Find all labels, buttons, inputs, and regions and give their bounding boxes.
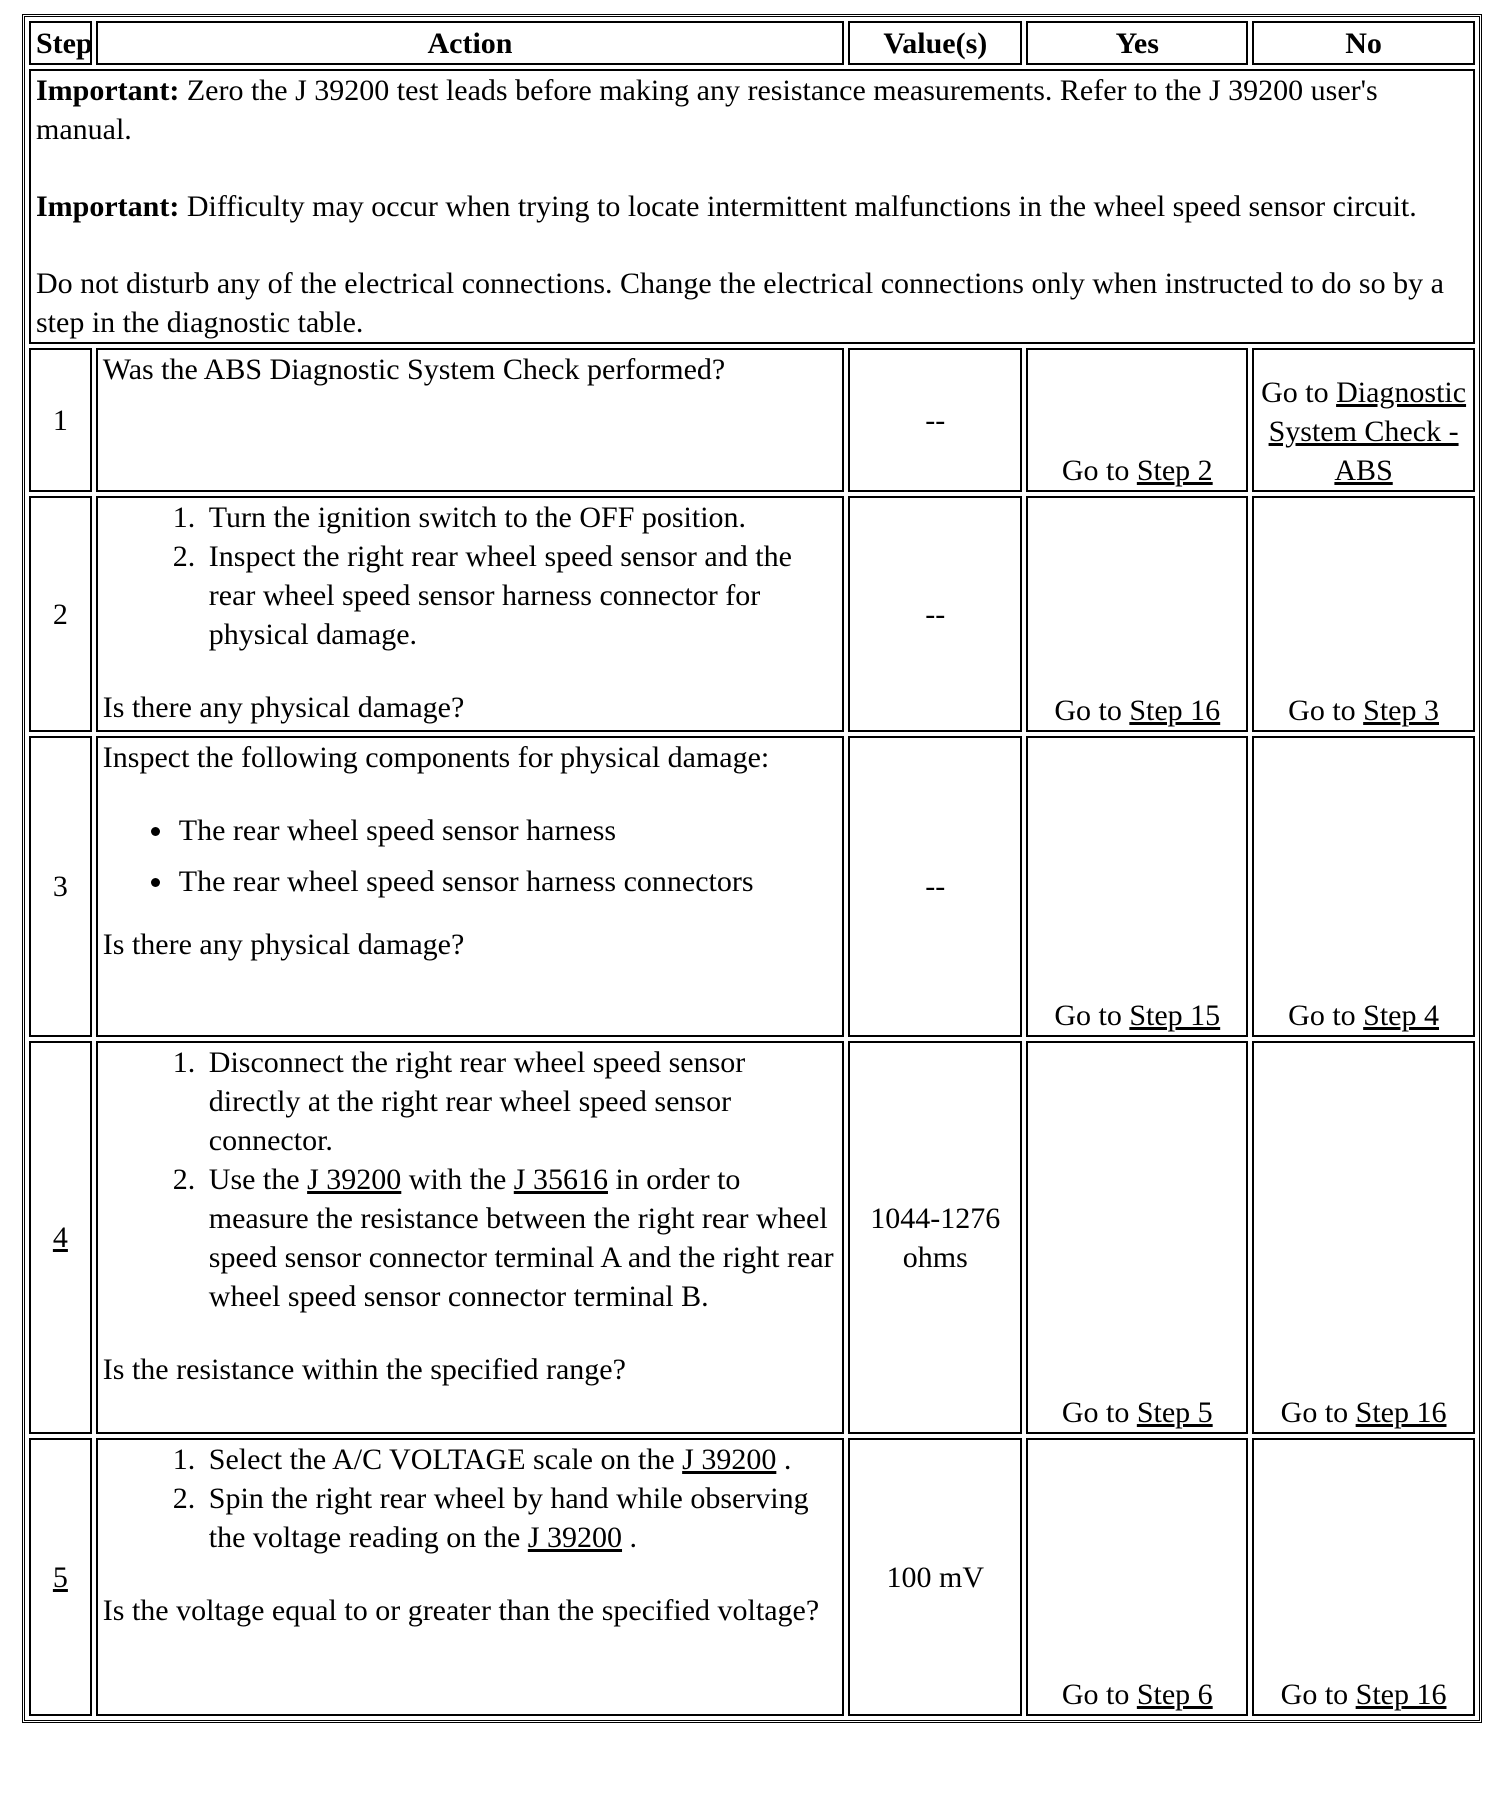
instruction-list [103,498,837,654]
step-number [29,1041,92,1434]
instruction-text: Spin the right rear wheel by hand while observing the voltage reading on the [208,1482,809,1554]
table-row [29,1438,1475,1716]
header-no: No [1252,21,1475,65]
instruction-item: 2. Inspect the right rear wheel speed sensor and the rear wheel speed sensor harness connector for physical damage. [203,537,837,654]
tool-link-j35616[interactable]: J 35616 [513,1163,608,1196]
no-cell [1252,348,1475,492]
action-cell [96,348,844,492]
action-cell [96,496,844,732]
step-number-link[interactable]: 5 [52,1560,68,1594]
important-note-2 [36,187,1468,226]
goto-prefix: Go to [1280,1678,1356,1711]
yes-cell [1026,1041,1248,1434]
tool-link-j39200[interactable]: J 39200 [682,1443,777,1476]
goto-prefix: Go to [1288,694,1364,727]
question-text: Is the voltage equal to or greater than the specified voltage? [102,1594,820,1627]
table-row [29,1041,1475,1434]
no-cell [1252,1438,1475,1716]
step-number: 2 [29,496,92,732]
important-text: Difficulty may occur when trying to locate intermittent malfunctions in the wheel speed sensor circuit. [179,190,1417,223]
diagnostic-check-link[interactable]: Diagnostic System Check - ABS [1268,376,1467,487]
action-cell [96,736,844,1037]
value-cell: -- [848,496,1022,732]
table-row [29,348,1475,492]
step-link[interactable]: Step 5 [1136,1396,1213,1429]
goto-prefix: Go to [1054,999,1130,1032]
step-link[interactable]: Step 16 [1129,694,1221,727]
action-cell [96,1041,844,1434]
header-values: Value(s) [848,21,1022,65]
instruction-text: . [776,1443,792,1476]
question-text: Is the resistance within the specified range? [102,1353,626,1386]
step-link[interactable]: Step 2 [1136,454,1213,487]
no-cell [1252,496,1475,732]
component-item: • The rear wheel speed sensor harness connectors [175,862,837,901]
tool-link-j39200[interactable]: J 39200 [527,1521,623,1554]
instruction-item [203,1440,837,1479]
value-cell: 100 mV [848,1438,1022,1716]
goto-prefix: Go to [1261,376,1337,409]
goto-prefix: Go to [1061,1678,1137,1711]
yes-cell [1026,736,1248,1037]
question-text: Was the ABS Diagnostic System Check performed? [102,353,726,386]
no-cell [1252,736,1475,1037]
component-list [103,811,837,901]
instruction-text: in order to measure the resistance between the right rear wheel speed sensor connector terminal A and the right rear wheel speed sensor connector terminal B. [208,1163,834,1313]
yes-cell [1026,348,1248,492]
value-cell: -- [848,348,1022,492]
header-step: Step [29,21,92,65]
important-text: Zero the J 39200 test leads before making any resistance measurements. Refer to the J 39200 user's manual. [36,74,1378,146]
table-row [29,736,1475,1037]
intro-cell [29,69,1475,344]
step-number-link[interactable]: 4 [52,1221,68,1254]
instruction-item [203,1479,837,1557]
important-note-1 [36,71,1468,149]
tool-link-j39200[interactable]: J 39200 [307,1163,402,1196]
goto-prefix: Go to [1061,1396,1137,1429]
step-link[interactable]: Step 6 [1136,1678,1213,1711]
header-action: Action [96,21,844,65]
step-link[interactable]: Step 4 [1363,999,1439,1032]
important-label: Important: [36,190,180,223]
instruction-list [103,1440,837,1557]
header-yes: Yes [1026,21,1248,65]
important-label: Important: [36,74,180,107]
instruction-item: 1. Disconnect the right rear wheel speed sensor directly at the right rear wheel speed sensor connector. [203,1043,837,1160]
step-number [29,1438,92,1716]
goto-prefix: Go to [1280,1396,1356,1429]
goto-prefix: Go to [1054,694,1130,727]
instruction-text: . [622,1521,638,1554]
value-cell: 1044-1276 ohms [848,1041,1022,1434]
step-link[interactable]: Step 15 [1129,999,1221,1032]
value-cell: -- [848,736,1022,1037]
goto-prefix: Go to [1061,454,1137,487]
caution-note: Do not disturb any of the electrical connections. Change the electrical connections only when instructed to do so by a step in the diagnostic table. [36,267,1444,339]
step-link[interactable]: Step 3 [1363,694,1439,727]
no-cell [1252,1041,1475,1434]
instruction-text: with the [401,1163,514,1196]
question-text: Is there any physical damage? [102,928,465,961]
instruction-text: Use the [208,1163,308,1196]
instruction-item: 1. Turn the ignition switch to the OFF position. [203,498,837,537]
diagnostic-table-frame [22,14,1482,1723]
diagnostic-table [25,17,1479,1720]
table-row [29,496,1475,732]
yes-cell [1026,496,1248,732]
component-item: • The rear wheel speed sensor harness [175,811,837,850]
step-number: 3 [29,736,92,1037]
step-number: 1 [29,348,92,492]
instruction-intro: Inspect the following components for physical damage: [102,741,770,774]
step-link[interactable]: Step 16 [1355,1678,1447,1711]
instruction-item [203,1160,837,1316]
intro-row [29,69,1475,344]
instruction-text: Select the A/C VOLTAGE scale on the [208,1443,683,1476]
instruction-list [103,1043,837,1316]
yes-cell [1026,1438,1248,1716]
goto-prefix: Go to [1288,999,1364,1032]
question-text: Is there any physical damage? [102,691,465,724]
action-cell [96,1438,844,1716]
step-link[interactable]: Step 16 [1355,1396,1447,1429]
header-row [29,21,1475,65]
